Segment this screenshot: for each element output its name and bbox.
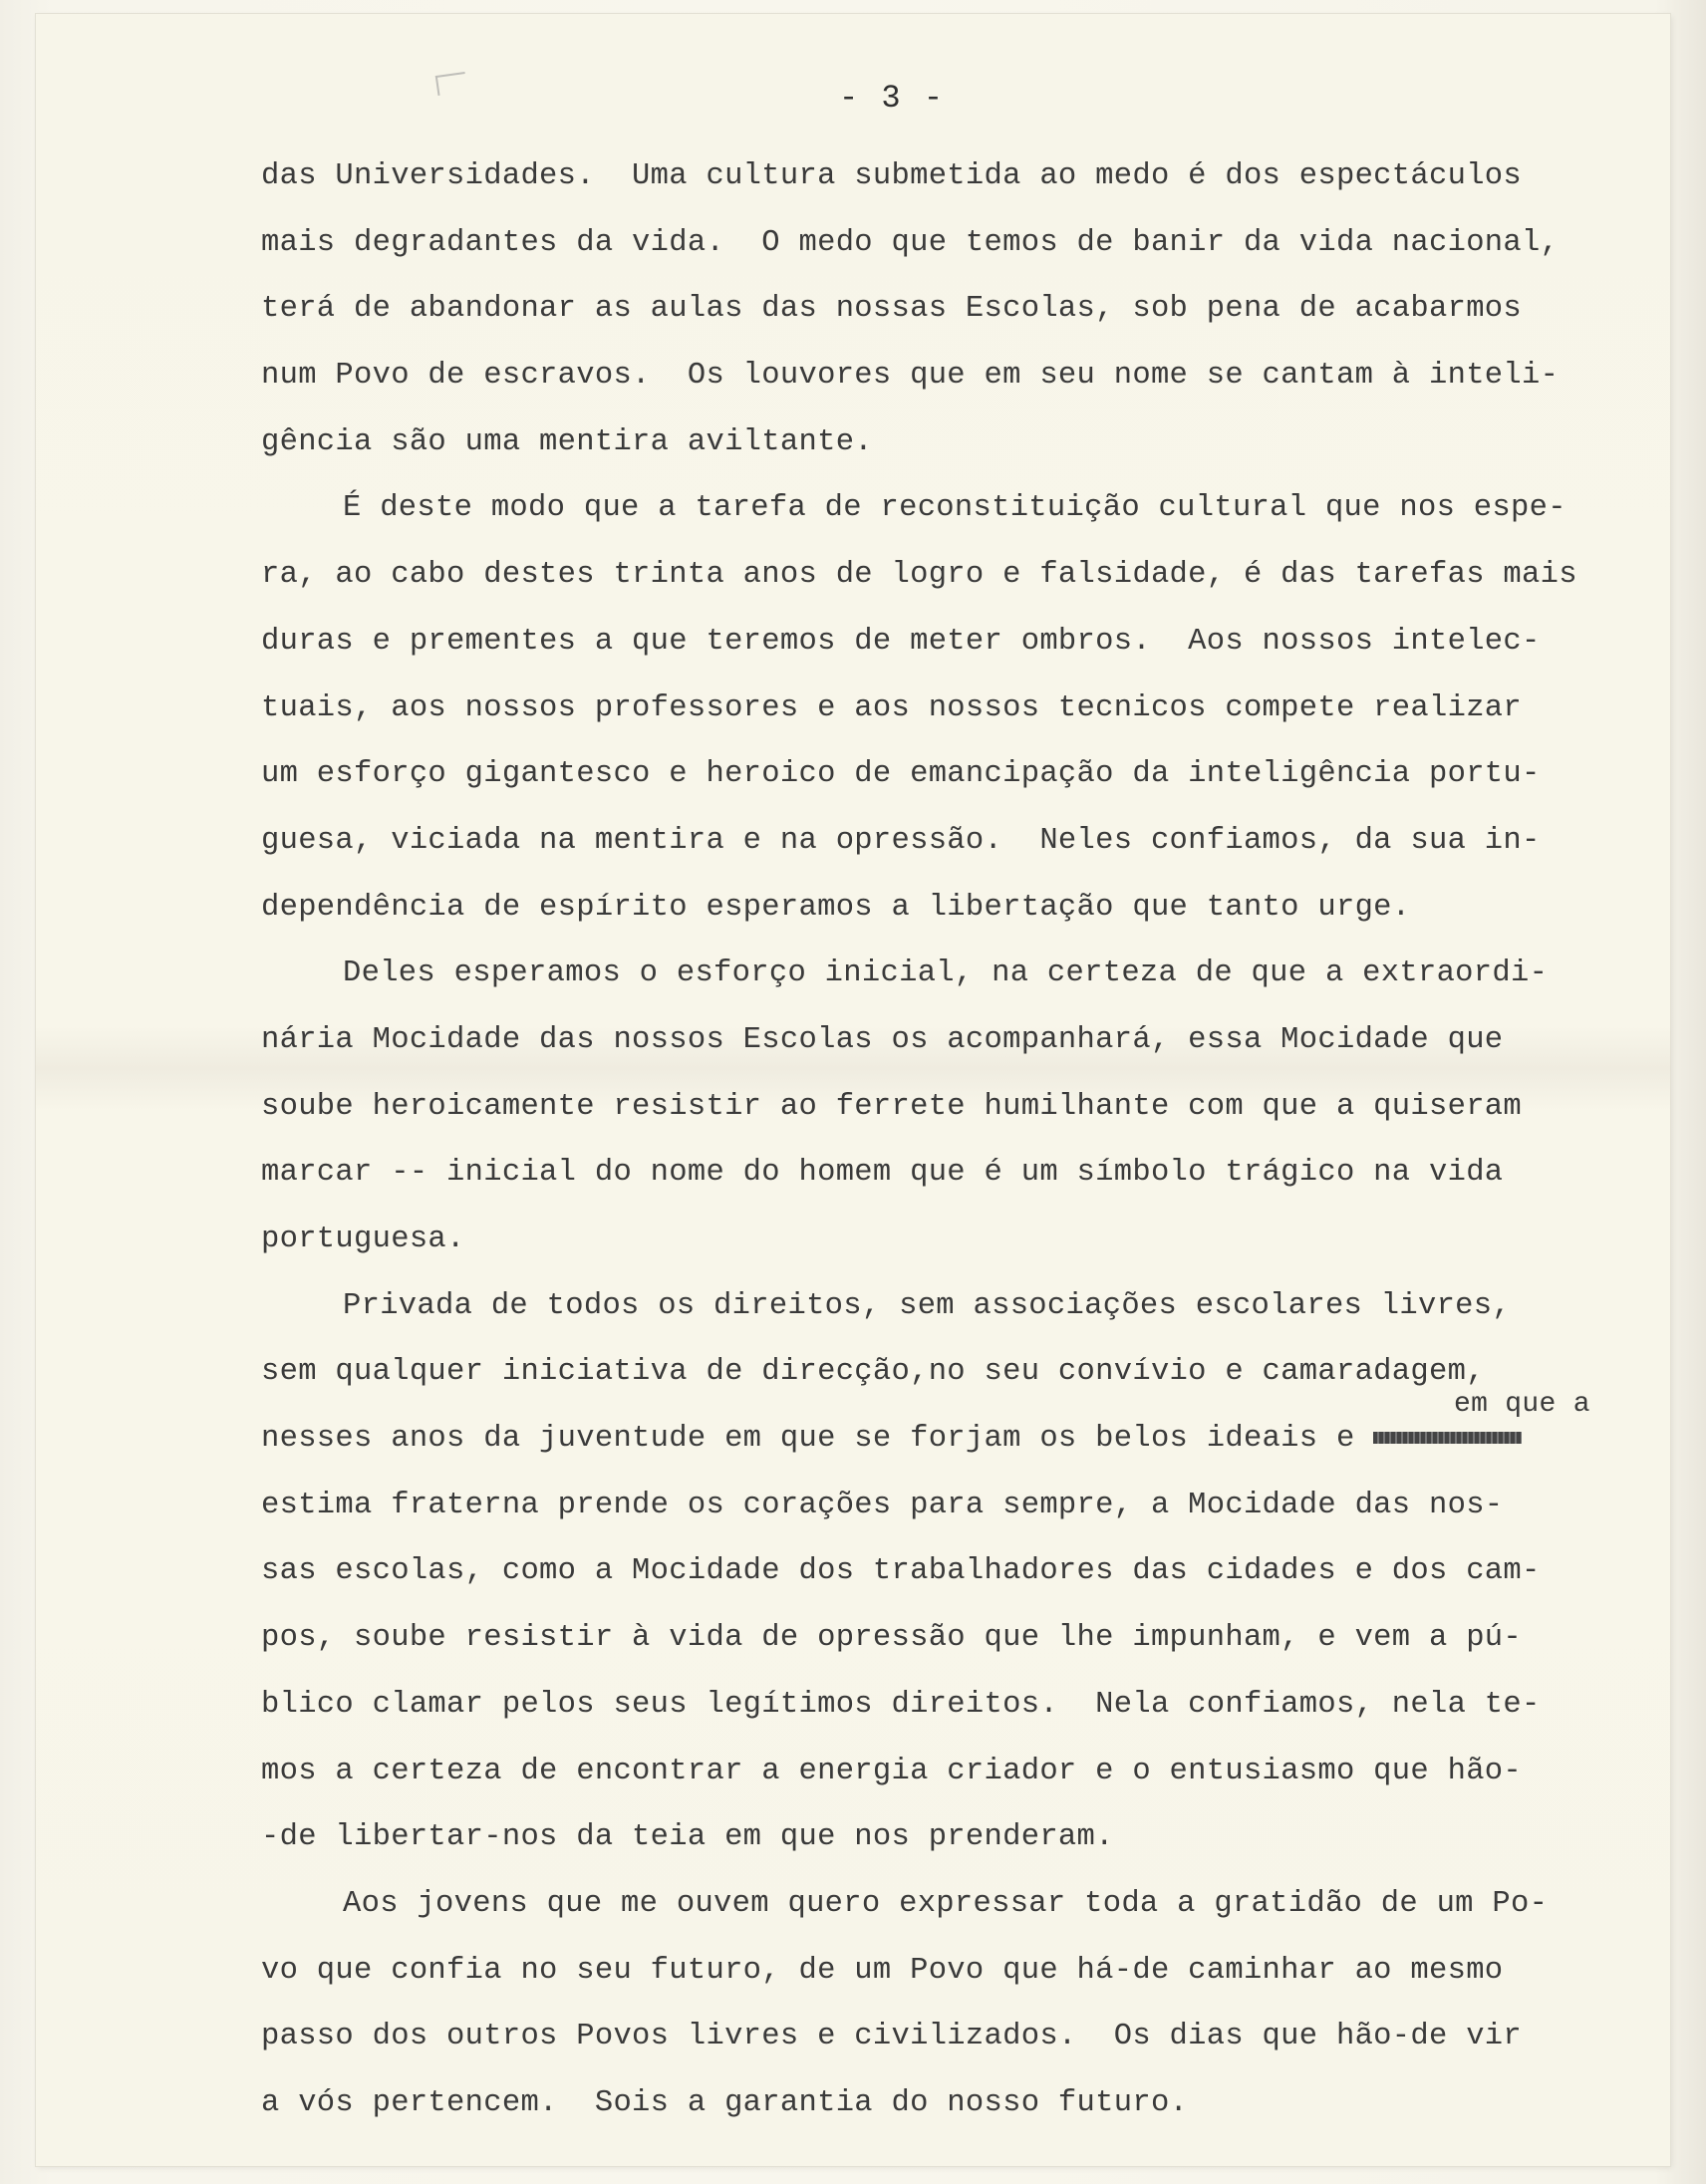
text-line: -de libertar-nos da teia em que nos prenderam. [261, 1820, 1114, 1855]
text-line: Aos jovens que me ouvem quero expressar toda a gratidão de um Po- [343, 1886, 1549, 1921]
text-line: a vós pertencem. Sois a garantia do nosso futuro. [261, 2085, 1189, 2120]
text-line: marcar -- inicial do nome do homem que é um símbolo trágico na vida [261, 1156, 1504, 1191]
typed-insertion: em que a [1454, 1389, 1590, 1421]
text-line: guesa, viciada na mentira e na opressão. Neles confiamos, da sua in- [261, 823, 1541, 858]
text-line: Privada de todos os direitos, sem associações escolares livres, [343, 1288, 1511, 1323]
text-line: portuguesa. [261, 1223, 465, 1256]
text-line: soube heroicamente resistir ao ferrete humilhante com que a quiseram [261, 1089, 1523, 1124]
text-line-with-insertion [261, 1389, 1666, 1473]
text-line: Deles esperamos o esforço inicial, na certeza de que a extraordi- [343, 956, 1549, 991]
pencil-mark-icon [435, 72, 467, 96]
text-line: nária Mocidade das nossos Escolas os acompanhará, essa Mocidade que [261, 1022, 1504, 1057]
text-line: É deste modo que a tarefa de reconstituição cultural que nos espe- [343, 491, 1566, 526]
text-line: mais degradantes da vida. O medo que temos de banir da vida nacional, [261, 225, 1560, 260]
text-line: pos, soube resistir à vida de opressão que lhe impunham, e vem a pú- [261, 1621, 1523, 1656]
document-body [261, 143, 1666, 2137]
text-line: num Povo de escravos. Os louvores que em seu nome se cantam à inteli- [261, 359, 1560, 394]
text-line: dependência de espírito esperamos a libertação que tanto urge. [261, 890, 1411, 925]
text-line: passo dos outros Povos livres e civilizados. Os dias que hão-de vir [261, 2020, 1523, 2054]
paragraph-3 [261, 941, 1666, 1272]
text-line: sem qualquer iniciativa de direcção,no seu convívio e camaradagem, [261, 1355, 1485, 1390]
page-number: - 3 - [839, 80, 946, 117]
text-line: blico clamar pelos seus legítimos direitos. Nela confiamos, nela te- [261, 1687, 1541, 1722]
text-line: ra, ao cabo destes trinta anos de logro e falsidade, é das tarefas mais [261, 558, 1577, 593]
text-line: terá de abandonar as aulas das nossas Escolas, sob pena de acabarmos [261, 292, 1523, 327]
text-line: um esforço gigantesco e heroico de emancipação da inteligência portu- [261, 757, 1541, 792]
text-line: das Universidades. Uma cultura submetida ao medo é dos espectáculos [261, 159, 1523, 193]
text-line: nesses anos da juventude em que se forjam os belos ideais e [261, 1422, 1374, 1457]
paragraph-5 [261, 1871, 1666, 2137]
paragraph-4 [261, 1273, 1666, 1871]
text-line: sas escolas, como a Mocidade dos trabalhadores das cidades e dos cam- [261, 1554, 1541, 1589]
text-line: mos a certeza de encontrar a energia criador e o entusiasmo que hão- [261, 1754, 1523, 1788]
paragraph-1 [261, 143, 1666, 475]
text-line: estima fraterna prende os corações para sempre, a Mocidade das nos- [261, 1488, 1504, 1522]
text-line: gência são uma mentira aviltante. [261, 424, 873, 459]
text-line: vo que confia no seu futuro, de um Povo que há-de caminhar ao mesmo [261, 1953, 1504, 1988]
text-line: duras e prementes a que teremos de meter ombros. Aos nossos intelec- [261, 624, 1541, 659]
text-line: tuais, aos nossos professores e aos nossos tecnicos compete realizar [261, 690, 1523, 725]
paragraph-2 [261, 475, 1666, 941]
